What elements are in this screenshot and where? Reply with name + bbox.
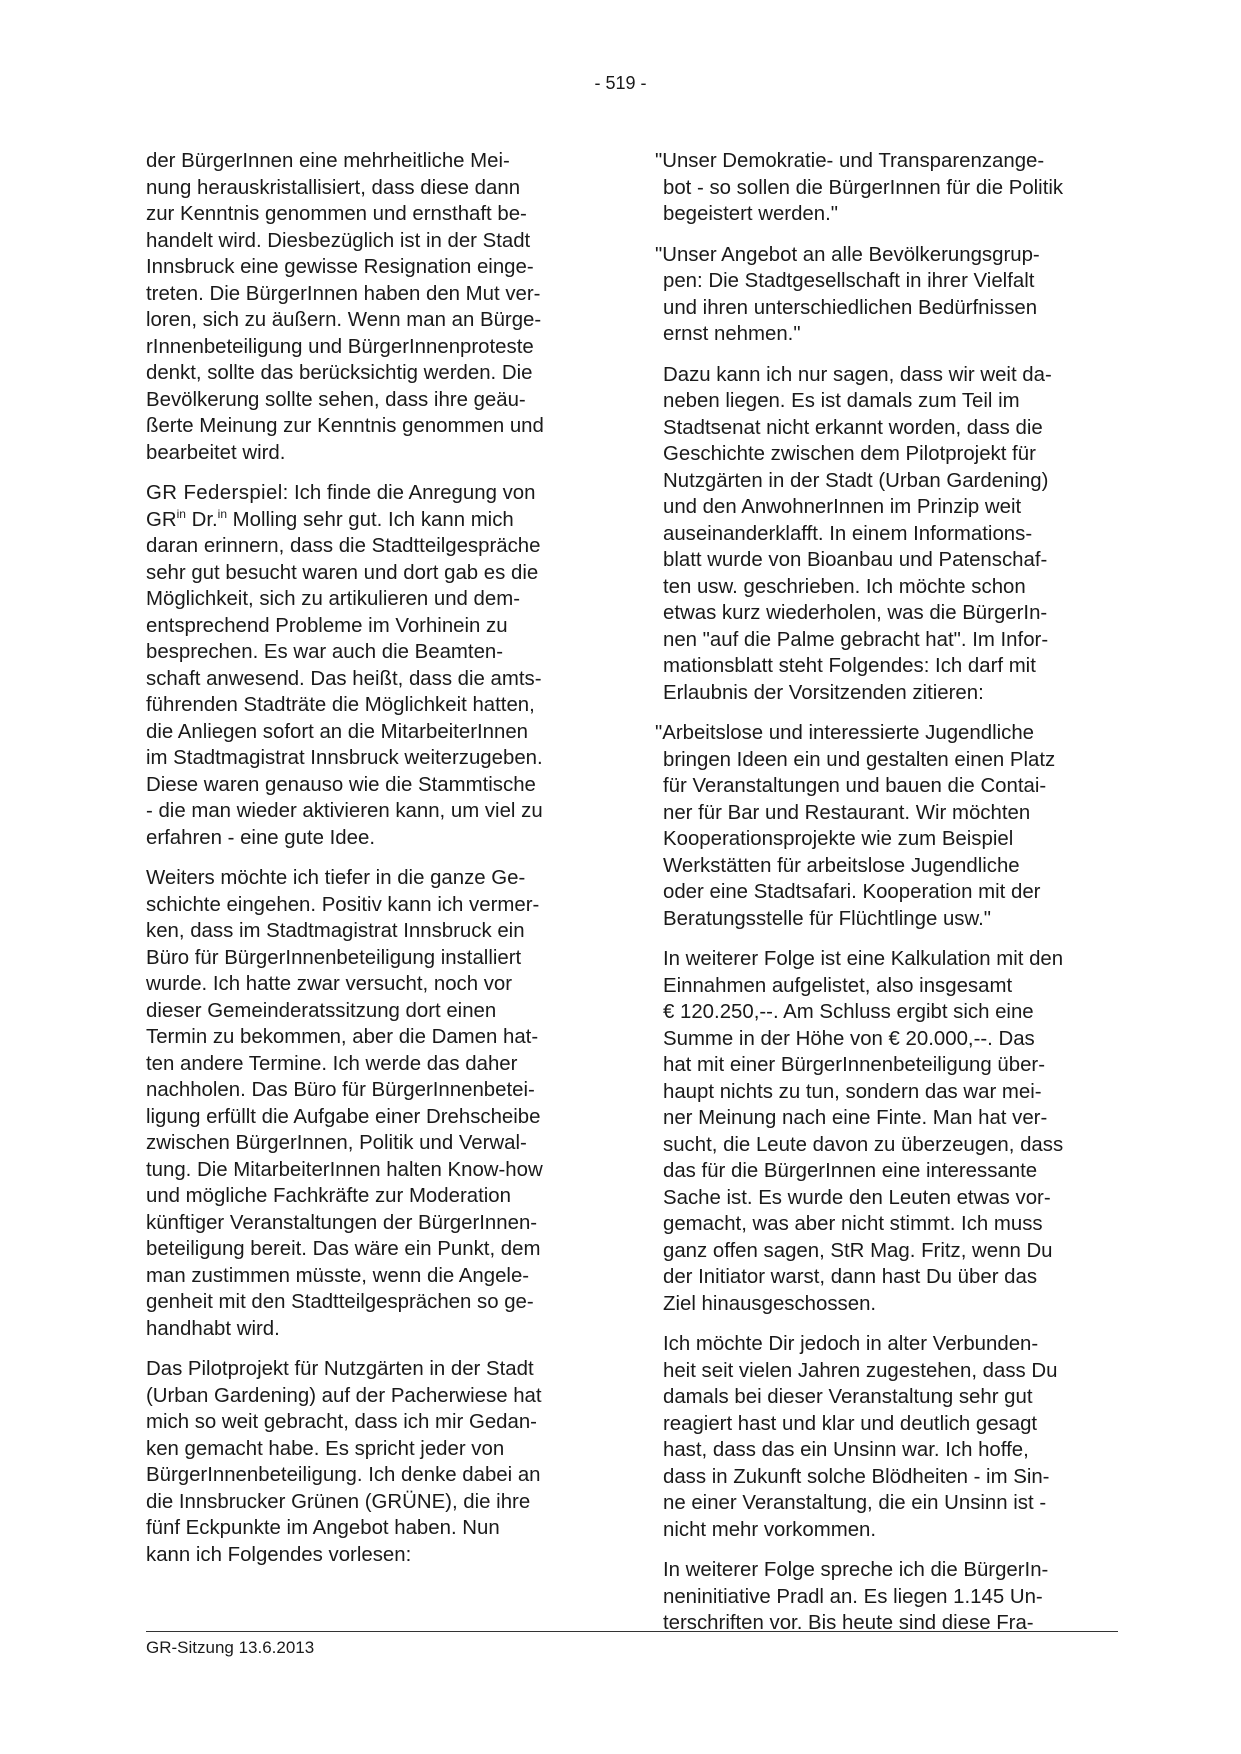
text-line: etwas kurz wiederholen, was die BürgerIn- — [663, 602, 1048, 624]
right-paragraph-1 — [663, 362, 1119, 707]
text-line — [146, 507, 594, 534]
text-line: tung. Die MitarbeiterInnen halten Know-how — [146, 1158, 543, 1181]
left-paragraph-4 — [146, 1356, 594, 1568]
text-line: rInnenbeteiligung und BürgerInnenproteste — [146, 335, 534, 358]
text-line: der Initiator warst, dann hast Du über das — [663, 1266, 1038, 1288]
text-line: Termin zu bekommen, aber die Damen hat- — [146, 1026, 539, 1048]
text-line: ne einer Veranstaltung, die ein Unsinn ist - — [663, 1492, 1047, 1514]
text-fragment: : Ich finde die Anregung von — [282, 482, 536, 504]
text-line: hat mit einer BürgerInnenbeteiligung über- — [663, 1054, 1045, 1076]
text-line: kann ich Folgendes vorlesen: — [146, 1543, 412, 1566]
quote-block-3 — [655, 720, 1119, 932]
text-line: - die man wieder aktivieren kann, um viel zu — [146, 800, 543, 822]
text-line: ten usw. geschrieben. Ich möchte schon — [663, 575, 1026, 598]
title-dr: Dr. — [185, 508, 218, 531]
text-line: "Arbeitslose und interessierte Jugendliche — [655, 722, 1035, 744]
title-dr-superscript: in — [217, 506, 228, 521]
text-line: Summe in der Höhe von € 20.000,--. Das — [663, 1027, 1035, 1050]
text-line: heit seit vielen Jahren zugestehen, dass Du — [663, 1359, 1058, 1382]
text-line: ner für Bar und Restaurant. Wir möchten — [663, 801, 1031, 824]
text-line: führenden Stadträte die Möglichkeit hatten, — [146, 694, 535, 716]
right-column — [655, 148, 1119, 1651]
text-line: Kooperationsprojekte wie zum Beispiel — [663, 828, 1014, 850]
text-line: neben liegen. Es ist damals zum Teil im — [663, 390, 1020, 412]
text-line: dass in Zukunft solche Blödheiten - im Sin- — [663, 1465, 1050, 1488]
text-line: das für die BürgerInnen eine interessante — [663, 1160, 1038, 1182]
text-line: handelt wird. Diesbezüglich ist in der Stadt — [146, 229, 531, 252]
text-line: Ziel hinausgeschossen. — [663, 1292, 877, 1315]
text-line: im Stadtmagistrat Innsbruck weiterzugeben. — [146, 747, 543, 769]
text-line: Dazu kann ich nur sagen, dass wir weit da- — [663, 363, 1052, 386]
text-line: schaft anwesend. Das heißt, dass die amts- — [146, 667, 542, 690]
text-line: künftiger Veranstaltungen der BürgerInnen- — [146, 1211, 538, 1234]
text-line: bringen Ideen ein und gestalten einen Platz — [663, 748, 1056, 771]
text-line: schichte eingehen. Positiv kann ich vermer- — [146, 893, 540, 916]
text-line: Sache ist. Es wurde den Leuten etwas vor- — [663, 1186, 1051, 1209]
text-line: und den AnwohnerInnen im Prinzip weit — [663, 496, 1022, 518]
text-line: Erlaubnis der Vorsitzenden zitieren: — [663, 681, 984, 704]
text-line: "Unser Demokratie- und Transparenzange- — [655, 150, 1045, 172]
quote-block-1 — [655, 148, 1119, 228]
text-line: zur Kenntnis genommen und ernsthaft be- — [146, 203, 527, 225]
text-line: In weiterer Folge spreche ich die BürgerIn- — [663, 1559, 1049, 1581]
text-line: und mögliche Fachkräfte zur Moderation — [146, 1185, 511, 1207]
speaker-name: GR Federspiel — [146, 482, 283, 504]
text-line: Geschichte zwischen dem Pilotprojekt für — [663, 443, 1036, 465]
text-line: treten. Die BürgerInnen haben den Mut ver- — [146, 282, 541, 305]
title-gr: GR — [146, 508, 177, 531]
title-gr-superscript: in — [176, 506, 186, 521]
text-line: der BürgerInnen eine mehrheitliche Mei- — [146, 150, 510, 172]
text-line: Nutzgärten in der Stadt (Urban Gardening) — [663, 469, 1049, 492]
text-line: Einnahmen aufgelistet, also insgesamt — [663, 974, 1013, 997]
text-line: Möglichkeit, sich zu artikulieren und dem- — [146, 588, 520, 610]
right-paragraph-2 — [663, 946, 1119, 1317]
text-line: besprechen. Es war auch die Beamten- — [146, 641, 504, 663]
text-line: ken, dass im Stadtmagistrat Innsbruck ein — [146, 920, 525, 942]
text-line: ernst nehmen." — [663, 323, 801, 345]
text-line: bearbeitet wird. — [146, 441, 286, 464]
text-fragment: Molling sehr gut. Ich kann mich — [227, 508, 514, 531]
text-line: ken gemacht habe. Es spricht jeder von — [146, 1437, 505, 1460]
left-paragraph-1 — [146, 148, 594, 466]
text-line: In weiterer Folge ist eine Kalkulation mit den — [663, 948, 1064, 970]
text-line: loren, sich zu äußern. Wenn man an Bürge- — [146, 309, 542, 331]
text-line: "Unser Angebot an alle Bevölkerungsgrup- — [655, 243, 1040, 266]
text-line — [146, 480, 594, 507]
footer-divider — [146, 1631, 1118, 1632]
left-paragraph-3 — [146, 865, 594, 1342]
text-line: Das Pilotprojekt für Nutzgärten in der Stadt — [146, 1358, 534, 1380]
text-line: ßerte Meinung zur Kenntnis genommen und — [146, 415, 544, 437]
text-line: BürgerInnenbeteiligung. Ich denke dabei an — [146, 1464, 541, 1486]
text-line: daran erinnern, dass die Stadtteilgespräche — [146, 535, 541, 557]
text-line: bot - so sollen die BürgerInnen für die Politik — [663, 176, 1064, 199]
text-line: und ihren unterschiedlichen Bedürfnissen — [663, 296, 1038, 319]
text-line: pen: Die Stadtgesellschaft in ihrer Vielfalt — [663, 270, 1035, 292]
text-line: die Anliegen sofort an die MitarbeiterInnen — [146, 720, 529, 743]
text-line: zwischen BürgerInnen, Politik und Verwal- — [146, 1132, 527, 1154]
footer-text: GR-Sitzung 13.6.2013 — [146, 1638, 315, 1657]
right-paragraph-3 — [663, 1331, 1119, 1543]
page-number: - 519 - — [594, 73, 647, 93]
text-line: mationsblatt steht Folgendes: Ich darf mit — [663, 655, 1036, 677]
text-line: handhabt wird. — [146, 1317, 280, 1340]
text-line: sucht, die Leute davon zu überzeugen, dass — [663, 1133, 1064, 1156]
text-line: entsprechend Probleme im Vorhinein zu — [146, 614, 508, 637]
text-line: € 120.250,--. Am Schluss ergibt sich eine — [663, 1001, 1034, 1023]
text-line: erfahren - eine gute Idee. — [146, 826, 375, 849]
left-column — [146, 148, 594, 1582]
text-line: gemacht, was aber nicht stimmt. Ich muss — [663, 1213, 1043, 1235]
text-line: ner Meinung nach eine Finte. Man hat ver- — [663, 1107, 1048, 1129]
text-line: die Innsbrucker Grünen (GRÜNE), die ihre — [146, 1490, 531, 1513]
text-line: Innsbruck eine gewisse Resignation einge- — [146, 256, 534, 278]
text-line: oder eine Stadtsafari. Kooperation mit der — [663, 881, 1041, 903]
text-line: mich so weit gebracht, dass ich mir Gedan- — [146, 1411, 537, 1433]
text-line: reagiert hast und klar und deutlich gesagt — [663, 1412, 1038, 1435]
text-line: Stadtsenat nicht erkannt worden, dass die — [663, 416, 1043, 439]
text-line: wurde. Ich hatte zwar versucht, noch vor — [146, 973, 513, 995]
left-paragraph-2 — [146, 480, 594, 851]
text-line: damals bei dieser Veranstaltung sehr gut — [663, 1386, 1033, 1408]
text-line: dieser Gemeinderatssitzung dort einen — [146, 999, 497, 1022]
text-line: Büro für BürgerInnenbeteiligung installiert — [146, 946, 522, 969]
text-line: beteiligung bereit. Das wäre ein Punkt, dem — [146, 1238, 541, 1260]
text-line: nen "auf die Palme gebracht hat". Im Infor- — [663, 628, 1049, 651]
text-line: (Urban Gardening) auf der Pacherwiese hat — [146, 1384, 542, 1407]
text-line: neninitiative Pradl an. Es liegen 1.145 Un- — [663, 1585, 1043, 1608]
text-line: ligung erfüllt die Aufgabe einer Drehscheibe — [146, 1105, 541, 1128]
text-line: begeistert werden." — [663, 203, 838, 225]
text-line: für Veranstaltungen und bauen die Contai- — [663, 775, 1047, 797]
text-line: Bevölkerung sollte sehen, dass ihre geäu- — [146, 388, 526, 411]
quote-block-2 — [655, 242, 1119, 348]
text-line: Ich möchte Dir jedoch in alter Verbunden- — [663, 1333, 1039, 1355]
text-line: nung herauskristallisiert, dass diese dann — [146, 176, 521, 199]
text-line: Werkstätten für arbeitslose Jugendliche — [663, 854, 1020, 877]
text-line: hast, dass das ein Unsinn war. Ich hoffe, — [663, 1439, 1029, 1461]
text-line: man zustimmen müsste, wenn die Angele- — [146, 1264, 530, 1287]
text-line: nicht mehr vorkommen. — [663, 1518, 877, 1541]
text-line: haupt nichts zu tun, sondern das war mei- — [663, 1080, 1042, 1103]
text-line: Weiters möchte ich tiefer in die ganze Ge- — [146, 867, 526, 889]
text-line: denkt, sollte das berücksichtig werden. Die — [146, 362, 533, 384]
text-line: Beratungsstelle für Flüchtlinge usw." — [663, 907, 991, 930]
text-line: Diese waren genauso wie die Stammtische — [146, 773, 536, 796]
text-line: auseinanderklafft. In einem Informations- — [663, 522, 1033, 545]
text-line: ten andere Termine. Ich werde das daher — [146, 1052, 518, 1075]
text-line: blatt wurde von Bioanbau und Patenschaf- — [663, 549, 1048, 571]
text-line: nachholen. Das Büro für BürgerInnenbetei- — [146, 1079, 535, 1101]
text-line: ganz offen sagen, StR Mag. Fritz, wenn Du — [663, 1239, 1053, 1262]
text-line: fünf Eckpunkte im Angebot haben. Nun — [146, 1517, 500, 1539]
text-line: terschriften vor. Bis heute sind diese Fra- — [663, 1612, 1034, 1634]
right-paragraph-4 — [663, 1557, 1119, 1637]
text-line: sehr gut besucht waren und dort gab es die — [146, 561, 539, 584]
text-line: genheit mit den Stadtteilgesprächen so ge- — [146, 1291, 534, 1313]
